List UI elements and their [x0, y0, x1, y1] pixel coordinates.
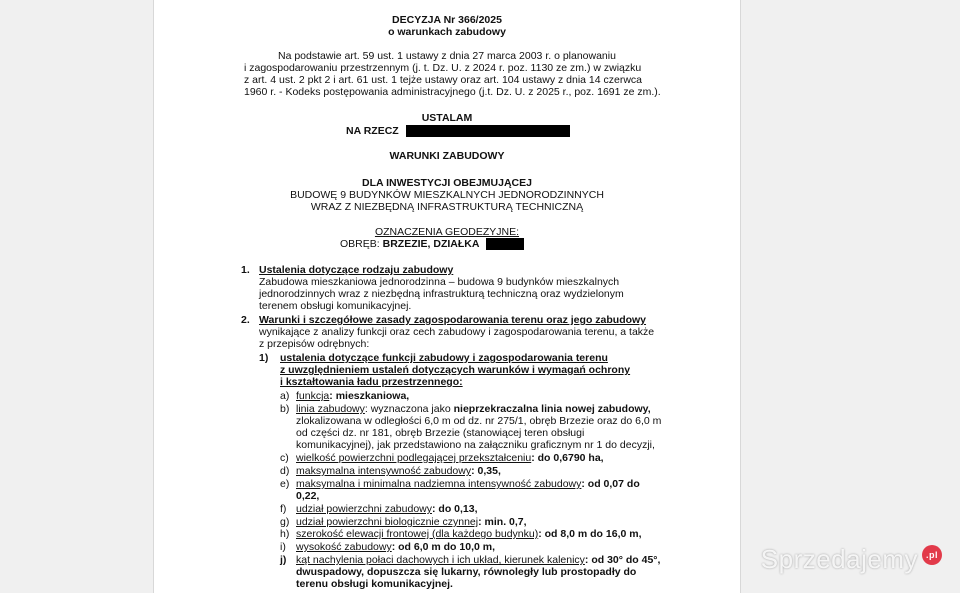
subsection-1-line-2: z uwzględnieniem ustaleń dotyczących warunków i wymagań ochrony — [280, 364, 631, 376]
watermark-text: Sprzedajemy — [760, 544, 918, 574]
item-c-label: c) — [280, 452, 289, 464]
item-i-label: i) — [280, 541, 286, 553]
item-e-value: : od 0,07 do — [581, 478, 640, 490]
redacted-name — [406, 125, 570, 137]
decision-subtitle: o warunkach zabudowy — [388, 26, 506, 38]
warunki-heading: WARUNKI ZABUDOWY — [389, 150, 505, 162]
item-b-line-3: od części dz. nr 181, obręb Brzezie (stanowiącej teren obsługi — [296, 427, 585, 439]
item-h-term: szerokość elewacji frontowej (dla każdego budynku) — [296, 528, 539, 540]
item-a — [296, 390, 409, 402]
item-b-line-2: zlokalizowana w odległości 6,0 m od dz. nr 275/1, obręb Brzezie oraz do 6,0 m — [296, 415, 662, 427]
item-h-label: h) — [280, 528, 290, 540]
redacted-parcel — [486, 238, 524, 250]
item-d-value: : 0,35, — [471, 465, 501, 477]
inwestycja-line-1: DLA INWESTYCJI OBEJMUJĄCEJ — [362, 177, 532, 189]
section-1-title: Ustalenia dotyczące rodzaju zabudowy — [259, 264, 454, 276]
item-e-line-2: 0,22, — [296, 490, 320, 502]
item-b — [296, 403, 651, 415]
na-rzecz-label: NA RZECZ — [346, 125, 399, 137]
item-g-term: udział powierzchni biologicznie czynnej — [296, 516, 479, 528]
item-b-value: nieprzekraczalna linia nowej zabudowy, — [453, 403, 651, 415]
preamble-line-4: 1960 r. - Kodeks postępowania administracyjnego (j.t. Dz. U. z 2025 r., poz. 1691 ze zm.). — [244, 86, 661, 98]
decision-title: DECYZJA Nr 366/2025 — [392, 14, 502, 26]
item-d — [296, 465, 501, 477]
preamble-line-1: Na podstawie art. 59 ust. 1 ustawy z dnia 27 marca 2003 r. o planowaniu — [278, 50, 616, 62]
item-a-term: funkcja — [296, 390, 330, 402]
section-1-line-2: jednorodzinnych wraz z niezbędną infrastrukturą techniczną oraz wydzielonym — [259, 288, 624, 300]
section-1-line-1: Zabudowa mieszkaniowa jednorodzinna – budowa 9 budynków mieszkalnych — [259, 276, 620, 288]
item-c-term: wielkość powierzchni podlegającej przekształceniu — [296, 452, 532, 464]
section-2-number: 2. — [241, 314, 250, 326]
sprzedajemy-watermark — [761, 544, 942, 575]
obreb-value: BRZEZIE, DZIAŁKA — [382, 238, 480, 250]
section-1-line-3: terenem obsługi komunikacyjnej. — [259, 300, 412, 312]
item-j-label: j) — [280, 554, 287, 566]
section-1-number: 1. — [241, 264, 250, 276]
obreb-prefix: OBRĘB: — [340, 238, 380, 250]
item-g-label: g) — [280, 516, 290, 528]
left-gutter — [0, 0, 153, 593]
item-g — [296, 516, 527, 528]
item-j-value: : od 30° do 45°, — [584, 554, 661, 566]
section-2-title: Warunki i szczegółowe zasady zagospodarowania terenu oraz jego zabudowy — [259, 314, 647, 326]
item-d-label: d) — [280, 465, 290, 477]
subsection-1-line-3: i kształtowania ładu przestrzennego: — [280, 376, 463, 388]
inwestycja-line-2: BUDOWĘ 9 BUDYNKÓW MIESZKALNYCH JEDNORODZINNYCH — [290, 189, 604, 201]
item-j-term: kąt nachylenia połaci dachowych i ich układ, kierunek kalenicy — [296, 554, 585, 566]
item-j-line-2: dwuspadowy, dopuszcza się lukarny, równoległy lub prostopadły do — [296, 566, 637, 578]
preamble-line-3: z art. 4 ust. 2 pkt 2 i art. 61 ust. 1 tejże ustawy oraz art. 104 ustawy z dnia 14 czerwca — [244, 74, 643, 86]
right-gutter — [740, 0, 960, 593]
item-e-label: e) — [280, 478, 290, 490]
item-f-label: f) — [280, 503, 287, 515]
item-b-text: : wyznaczona jako — [364, 403, 454, 415]
preamble-line-2: i zagospodarowaniu przestrzennym (j. t. Dz. U. z 2024 r. poz. 1130 ze zm.) w związku — [244, 62, 642, 74]
item-f-term: udział powierzchni zabudowy — [296, 503, 432, 515]
item-f-value: : do 0,13, — [432, 503, 478, 515]
item-i — [296, 541, 495, 553]
item-j — [296, 554, 660, 566]
item-e-term: maksymalna i minimalna nadziemna intensywność zabudowy — [296, 478, 582, 490]
item-i-term: wysokość zabudowy — [296, 541, 392, 553]
item-h — [296, 528, 642, 540]
item-h-value: : od 8,0 m do 16,0 m, — [538, 528, 642, 540]
ustalam-heading: USTALAM — [421, 112, 473, 124]
item-b-line-4: komunikacyjnej), jak przedstawiono na załączniku graficznym nr 1 do decyzji, — [296, 439, 655, 451]
item-a-label: a) — [280, 390, 290, 402]
watermark-badge: .pl — [922, 545, 942, 565]
section-2-line-1: wynikające z analizy funkcji oraz cech zabudowy i zagospodarowania terenu, a także — [259, 326, 655, 338]
subsection-1-number: 1) — [259, 352, 269, 364]
inwestycja-line-3: WRAZ Z NIEZBĘDNĄ INFRASTRUKTURĄ TECHNICZNĄ — [310, 201, 584, 213]
section-2-line-2: z przepisów odrębnych: — [259, 338, 370, 350]
item-c — [296, 452, 604, 464]
document-page — [153, 0, 741, 593]
item-j-line-3: terenu obsługi komunikacyjnej. — [296, 578, 453, 590]
item-i-value: : od 6,0 m do 10,0 m, — [391, 541, 495, 553]
item-c-value: : do 0,6790 ha, — [531, 452, 604, 464]
item-b-term: linia zabudowy — [296, 403, 365, 415]
obreb-line — [340, 238, 524, 250]
item-f — [296, 503, 478, 515]
oznaczenia-heading: OZNACZENIA GEODEZYJNE: — [374, 226, 520, 238]
item-e — [296, 478, 640, 490]
subsection-1-line-1: ustalenia dotyczące funkcji zabudowy i zagospodarowania terenu — [280, 352, 608, 364]
item-b-label: b) — [280, 403, 290, 415]
item-a-value: : mieszkaniowa, — [329, 390, 410, 402]
na-rzecz-line — [346, 125, 570, 137]
item-d-term: maksymalna intensywność zabudowy — [296, 465, 472, 477]
item-g-value: : min. 0,7, — [478, 516, 527, 528]
